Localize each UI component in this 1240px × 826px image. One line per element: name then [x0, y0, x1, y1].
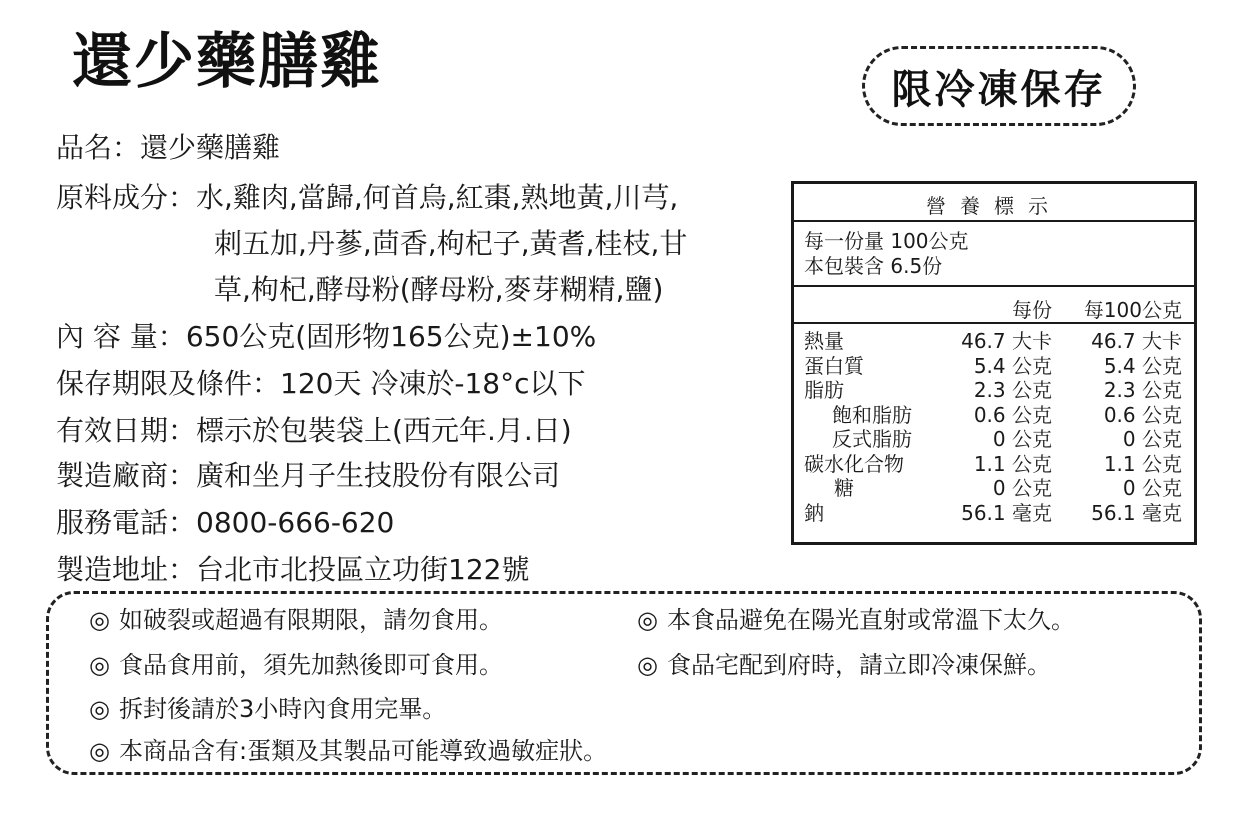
nutrition-divider-3 — [794, 322, 1194, 324]
info-phone-value: 0800-666-620 — [196, 506, 395, 539]
nutrition-col-per-serving: 每份 — [1012, 298, 1052, 322]
frozen-storage-badge — [862, 46, 1136, 126]
nutrition-row-per-serving: 0 公克 — [992, 427, 1052, 451]
info-address-value: 台北市北投區立功街122號 — [196, 553, 530, 586]
bullet-icon: ◎ — [637, 651, 658, 679]
nutrition-row-per-100g: 56.1 毫克 — [1091, 500, 1182, 525]
info-name-row — [56, 128, 280, 168]
info-address-label: 製造地址： — [56, 553, 197, 586]
nutrition-row-per-100g: 46.7 大卡 — [1091, 329, 1182, 353]
info-content-value: 650公克(固形物165公克)±10% — [185, 320, 597, 353]
nutrition-row — [794, 476, 1194, 500]
nutrition-row — [794, 354, 1194, 378]
info-manufacturer-label: 製造廠商： — [56, 459, 197, 492]
note-item — [89, 735, 607, 767]
nutrition-row-label: 鈉 — [804, 500, 824, 525]
bullet-icon: ◎ — [89, 651, 110, 679]
nutrition-row-label: 脂肪 — [804, 378, 844, 402]
nutrition-row-per-serving: 5.4 公克 — [973, 353, 1052, 378]
frozen-storage-label: 限冷凍保存 — [891, 66, 1107, 113]
info-shelf-life-row — [56, 364, 586, 404]
nutrition-row-label: 熱量 — [804, 329, 844, 353]
nutrition-row-per-100g: 5.4 公克 — [1103, 353, 1182, 378]
nutrition-row — [794, 452, 1194, 476]
nutrition-divider-1 — [794, 220, 1194, 222]
nutrition-row — [794, 329, 1194, 353]
nutrition-row-per-serving: 46.7 大卡 — [961, 329, 1052, 353]
nutrition-title: 營養標示 — [926, 194, 1062, 218]
info-ingredients-row — [56, 178, 678, 218]
note-text: 本食品避免在陽光直射或常溫下太久。 — [667, 606, 1075, 634]
note-text: 食品食用前，須先加熱後即可食用。 — [119, 651, 503, 679]
info-manufacturer-value: 廣和坐月子生技股份有限公司 — [196, 459, 561, 492]
bullet-icon: ◎ — [637, 606, 658, 634]
info-name-value: 還少藥膳雞 — [140, 131, 281, 164]
info-ingredients-label: 原料成分： — [56, 181, 197, 214]
nutrition-serving-size: 每一份量 100公克 — [804, 229, 969, 253]
info-name-label: 品名： — [56, 131, 141, 164]
bullet-icon: ◎ — [89, 606, 110, 634]
nutrition-row-label: 碳水化合物 — [804, 451, 904, 476]
nutrition-row-per-serving: 2.3 公克 — [973, 378, 1052, 402]
nutrition-row — [794, 427, 1194, 451]
info-content-row — [56, 317, 596, 357]
note-item — [89, 693, 446, 725]
nutrition-row-per-100g: 0 公克 — [1122, 476, 1182, 500]
nutrition-row-per-serving: 1.1 公克 — [973, 451, 1052, 476]
info-shelf-life-value: 120天 冷凍於-18°c以下 — [280, 367, 586, 400]
bullet-icon: ◎ — [89, 737, 110, 765]
info-expiry-label: 有效日期： — [56, 414, 197, 447]
nutrition-row-per-100g: 1.1 公克 — [1103, 451, 1182, 476]
nutrition-servings-per-package: 本包裝含 6.5份 — [804, 254, 943, 278]
nutrition-row-label: 飽和脂肪 — [832, 402, 912, 427]
notes-box — [46, 591, 1202, 775]
note-text: 拆封後請於3小時內食用完畢。 — [119, 695, 447, 723]
note-item — [89, 604, 503, 636]
nutrition-row-per-serving: 0 公克 — [992, 476, 1052, 500]
info-shelf-life-label: 保存期限及條件： — [56, 367, 281, 400]
info-expiry-row — [56, 411, 572, 451]
ingredients-line-3: 草,枸杞,酵母粉(酵母粉,麥芽糊精,鹽) — [214, 273, 664, 306]
nutrition-divider-2 — [794, 285, 1194, 287]
note-text: 本商品含有:蛋類及其製品可能導致過敏症狀。 — [119, 737, 608, 765]
nutrition-row-label: 糖 — [834, 476, 854, 500]
note-text: 食品宅配到府時，請立即冷凍保鮮。 — [667, 651, 1051, 679]
nutrition-row — [794, 403, 1194, 427]
nutrition-row — [794, 501, 1194, 525]
note-item — [637, 649, 1051, 681]
nutrition-row-per-100g: 0.6 公克 — [1103, 402, 1182, 427]
ingredients-line-2: 刺五加,丹蔘,茴香,枸杞子,黃耆,桂枝,甘 — [214, 227, 688, 260]
nutrition-row-label: 反式脂肪 — [832, 427, 912, 451]
nutrition-row-per-serving: 0.6 公克 — [973, 402, 1052, 427]
info-content-label: 內 容 量： — [56, 320, 186, 353]
info-address-row — [56, 550, 529, 590]
info-expiry-value: 標示於包裝袋上(西元年.月.日) — [196, 414, 572, 447]
note-item — [637, 604, 1075, 636]
nutrition-row — [794, 378, 1194, 402]
nutrition-row-label: 蛋白質 — [804, 353, 864, 378]
ingredients-line-1: 水,雞肉,當歸,何首烏,紅棗,熟地黃,川芎, — [196, 181, 679, 214]
note-item — [89, 649, 503, 681]
nutrition-row-per-100g: 0 公克 — [1122, 427, 1182, 451]
product-title: 還少藥膳雞 — [72, 27, 382, 97]
nutrition-row-per-100g: 2.3 公克 — [1103, 378, 1182, 402]
info-phone-label: 服務電話： — [56, 506, 197, 539]
info-manufacturer-row — [56, 456, 560, 496]
note-text: 如破裂或超過有限期限，請勿食用。 — [119, 606, 503, 634]
info-phone-row — [56, 503, 394, 543]
nutrition-row-per-serving: 56.1 毫克 — [961, 500, 1052, 525]
nutrition-col-per-100g: 每100公克 — [1083, 298, 1182, 322]
bullet-icon: ◎ — [89, 695, 110, 723]
nutrition-table — [791, 181, 1197, 545]
